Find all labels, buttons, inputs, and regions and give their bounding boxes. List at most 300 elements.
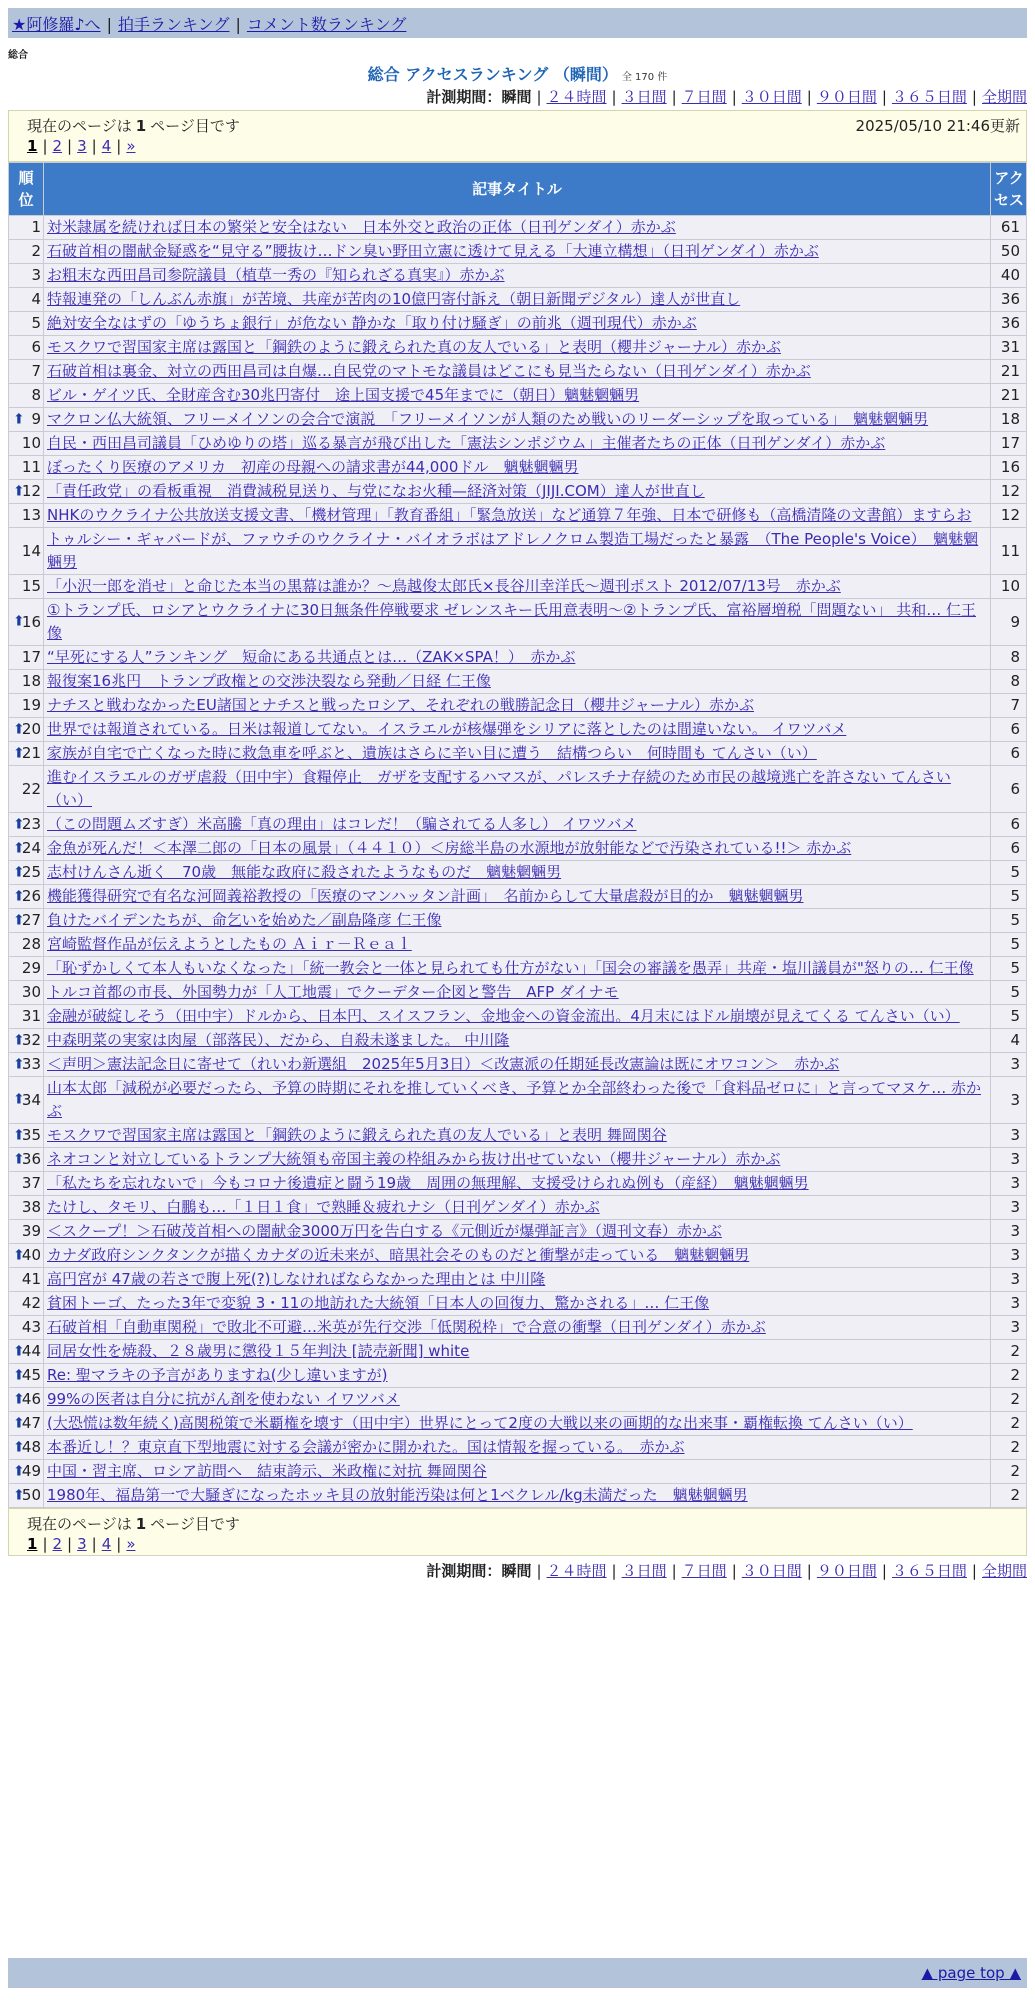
article-title-link[interactable]: お粗末な西田昌司参院議員（植草一秀の『知られざる真実』）赤かぶ <box>47 266 505 284</box>
table-row <box>9 1436 1027 1460</box>
rank-cell <box>9 1340 44 1364</box>
rank-number: 5 <box>31 314 41 332</box>
pager-page-link[interactable]: 4 <box>101 1535 112 1553</box>
access-count: 8 <box>991 670 1027 694</box>
table-row <box>9 1244 1027 1268</box>
rank-number: 33 <box>21 1055 41 1073</box>
article-title-link[interactable]: 宮崎監督作品が伝えようとしたもの Ａｉｒ－Ｒｅａｌ <box>47 935 412 953</box>
pager-page-link[interactable]: 3 <box>77 1535 87 1553</box>
article-title-link[interactable]: 家族が自宅で亡くなった時に救急車を呼ぶと、遺族はさらに辛い目に遭う 結構つらい 何時間も てんさい（い） <box>47 744 817 762</box>
pager-next-link[interactable]: » <box>126 1535 136 1553</box>
rank-cell <box>9 1077 44 1124</box>
article-title-link[interactable]: 1980年、福島第一で大騒ぎになったホッキ貝の放射能汚染は何と1ベクレル/kg未満だった 魑魅魍魎男 <box>47 1486 748 1504</box>
title-cell <box>44 742 991 766</box>
table-row <box>9 766 1027 813</box>
title-cell <box>44 933 991 957</box>
rank-cell <box>9 670 44 694</box>
table-row <box>9 1077 1027 1124</box>
rank-up-arrow-icon: ⬆ <box>13 721 25 737</box>
rank-number: 35 <box>21 1126 41 1144</box>
rank-number: 20 <box>21 720 41 738</box>
table-row <box>9 861 1027 885</box>
title-cell <box>44 1484 991 1508</box>
pager-page-link[interactable]: 2 <box>52 137 63 155</box>
ranking-table <box>8 162 1027 1508</box>
article-title-link[interactable]: 同居女性を焼殺、２８歳男に懲役１５年判決 [読売新聞] white <box>47 1342 470 1360</box>
rank-number: 37 <box>21 1174 41 1192</box>
period-selector-bottom <box>426 1560 1027 1581</box>
period-option-link[interactable]: ２４時間 <box>546 88 607 106</box>
title-cell <box>44 1053 991 1077</box>
access-count: 61 <box>991 216 1027 240</box>
article-title-link[interactable]: 中国・習主席、ロシア訪問へ 結束誇示、米政権に対抗 舞岡関谷 <box>47 1462 487 1480</box>
rank-cell <box>9 216 44 240</box>
access-count: 6 <box>991 813 1027 837</box>
article-title-link[interactable]: 金魚が死んだ！＜本澤二郎の「日本の風景」（４４１０）＜房総半島の水源地が放射能などで汚染されている!!＞ 赤かぶ <box>47 839 852 857</box>
access-count: 3 <box>991 1124 1027 1148</box>
rank-number: 11 <box>21 458 41 476</box>
rank-number: 39 <box>21 1222 41 1240</box>
rank-number: 13 <box>21 506 41 524</box>
table-row <box>9 813 1027 837</box>
rank-number: 34 <box>21 1090 41 1109</box>
rank-cell <box>9 1244 44 1268</box>
access-count: 5 <box>991 957 1027 981</box>
rank-number: 21 <box>21 744 41 762</box>
period-option-link[interactable]: ３６５日間 <box>891 88 967 106</box>
article-title-link[interactable]: トゥルシー・ギャバードが、ファウチのウクライナ・バイオラボはアドレノクロム製造工場だったと暴露 （The People's Voice） 魑魅魍魎男 <box>47 530 979 571</box>
rank-cell <box>9 813 44 837</box>
title-cell <box>44 575 991 599</box>
rank-up-arrow-icon: ⬆ <box>13 1439 25 1455</box>
article-title-link[interactable]: モスクワで習国家主席は露国と「鋼鉄のように鍛えられた真の友人でいる」と表明 舞岡関谷 <box>47 1126 667 1144</box>
access-count: 6 <box>991 766 1027 813</box>
rank-cell <box>9 1316 44 1340</box>
rank-number: 28 <box>21 935 41 953</box>
table-row <box>9 837 1027 861</box>
table-row <box>9 1220 1027 1244</box>
period-option-link[interactable]: ３０日間 <box>741 1562 802 1580</box>
rank-number: 41 <box>21 1270 41 1288</box>
rank-cell <box>9 288 44 312</box>
article-title-link[interactable]: 「責任政党」の看板重視 消費減税見送り、与党になお火種—経済対策（JIJI.COM）達人が世直し <box>47 482 705 500</box>
period-label: 計測期間： <box>426 88 502 106</box>
access-count: 5 <box>991 885 1027 909</box>
pager-separator: | <box>116 1535 122 1553</box>
access-count: 3 <box>991 1172 1027 1196</box>
article-title-link[interactable]: “早死にする人”ランキング 短命にある共通点とは…（ZAK×SPA！） 赤かぶ <box>47 648 576 666</box>
table-row <box>9 504 1027 528</box>
rank-cell <box>9 1292 44 1316</box>
table-row <box>9 336 1027 360</box>
rank-cell <box>9 957 44 981</box>
rank-up-arrow-icon: ⬆ <box>13 1463 25 1479</box>
article-title-link[interactable]: 負けたバイデンたちが、命乞いを始めた／副島隆彦 仁王像 <box>47 911 442 929</box>
title-cell <box>44 957 991 981</box>
rank-up-arrow-icon: ⬆ <box>13 483 25 499</box>
access-count: 3 <box>991 1196 1027 1220</box>
access-count: 31 <box>991 336 1027 360</box>
rank-up-arrow-icon: ⬆ <box>13 1487 25 1503</box>
rank-cell <box>9 1436 44 1460</box>
access-count: 6 <box>991 718 1027 742</box>
title-cell <box>44 837 991 861</box>
period-separator: | <box>611 88 617 106</box>
period-option-current: 瞬間 <box>501 88 532 106</box>
rank-up-arrow-icon: ⬆ <box>13 1415 25 1431</box>
period-option-current: 瞬間 <box>501 1562 532 1580</box>
access-count: 3 <box>991 1316 1027 1340</box>
access-count: 6 <box>991 742 1027 766</box>
article-title-link[interactable]: 99%の医者は自分に抗がん剤を使わない イワツバメ <box>47 1390 400 1408</box>
title-cell <box>44 766 991 813</box>
table-row <box>9 1268 1027 1292</box>
rank-number: 7 <box>31 362 41 380</box>
table-row <box>9 384 1027 408</box>
article-title-link[interactable]: ＜スクープ！＞石破茂首相への闇献金3000万円を告白する《元側近が爆弾証言》（週刊文春）赤かぶ <box>47 1222 722 1240</box>
top-nav-bar <box>8 8 1027 38</box>
rank-up-arrow-icon: ⬆ <box>13 1343 25 1359</box>
access-count: 7 <box>991 694 1027 718</box>
period-option-link[interactable]: 全期間 <box>981 88 1027 106</box>
rank-up-arrow-icon: ⬆ <box>13 1127 25 1143</box>
rank-cell <box>9 1460 44 1484</box>
rank-number: 47 <box>21 1414 41 1432</box>
current-page-prefix: 現在のページは <box>27 1515 132 1533</box>
rank-cell <box>9 885 44 909</box>
category-label: 総合 <box>8 50 28 61</box>
access-count: 36 <box>991 312 1027 336</box>
rank-cell <box>9 1053 44 1077</box>
table-row <box>9 1124 1027 1148</box>
rank-number: 26 <box>21 887 41 905</box>
title-cell <box>44 288 991 312</box>
title-cell <box>44 1436 991 1460</box>
rank-cell <box>9 240 44 264</box>
article-title-link[interactable]: 山本太郎「減税が必要だったら、予算の時期にそれを推していくべき、予算とか全部終わった後で「食料品ゼロに」と言ってマヌケ… 赤かぶ <box>47 1079 982 1120</box>
rank-number: 17 <box>21 648 41 666</box>
article-title-link[interactable]: 高円宮が 47歳の若さで腹上死(?)しなければならなかった理由とは 中川隆 <box>47 1270 546 1288</box>
title-cell <box>44 456 991 480</box>
applause-ranking-link[interactable]: 拍手ランキング <box>117 15 230 34</box>
rank-cell <box>9 1364 44 1388</box>
article-title-link[interactable]: 自民・西田昌司議員「ひめゆりの塔」巡る暴言が飛び出した「憲法シンポジウム」主催者たちの正体（日刊ゲンダイ）赤かぶ <box>47 434 886 452</box>
rank-cell <box>9 575 44 599</box>
rank-number: 14 <box>21 541 41 560</box>
pager-bottom <box>27 1535 136 1553</box>
nav-separator: | <box>106 15 112 34</box>
paging-box-bottom <box>8 1508 1027 1556</box>
table-row <box>9 1460 1027 1484</box>
article-title-link[interactable]: 石破首相は裏金、対立の西田昌司は自爆…自民党のマトモな議員はどこにも見当たらない（日刊ゲンダイ）赤かぶ <box>47 362 811 380</box>
rank-cell <box>9 981 44 1005</box>
rank-number: 25 <box>21 863 41 881</box>
rank-number: 16 <box>21 612 41 631</box>
article-title-link[interactable]: 中森明菜の実家は肉屋（部落民）、だから、自殺未遂ました。 中川隆 <box>47 1031 510 1049</box>
period-option-link[interactable]: 全期間 <box>981 1562 1027 1580</box>
rank-cell <box>9 1029 44 1053</box>
table-row <box>9 1292 1027 1316</box>
period-option-link[interactable]: ９０日間 <box>816 88 877 106</box>
title-cell <box>44 1148 991 1172</box>
rank-cell <box>9 336 44 360</box>
table-row <box>9 288 1027 312</box>
table-row <box>9 694 1027 718</box>
rank-number: 24 <box>21 839 41 857</box>
ranking-heading <box>0 62 1035 85</box>
rank-number: 19 <box>21 696 41 714</box>
table-row <box>9 909 1027 933</box>
rank-cell <box>9 1412 44 1436</box>
article-title-link[interactable]: 「小沢一郎を消せ」と命じた本当の黒幕は誰か？～鳥越俊太郎氏×長谷川幸洋氏～週刊ポスト 2012/07/13号 赤かぶ <box>47 577 841 595</box>
rank-cell <box>9 408 44 432</box>
rank-number: 8 <box>31 386 41 404</box>
table-row <box>9 432 1027 456</box>
table-row <box>9 1053 1027 1077</box>
title-cell <box>44 432 991 456</box>
period-option-link[interactable]: ７日間 <box>681 88 727 106</box>
pager-page-link[interactable]: 2 <box>52 1535 63 1553</box>
rank-cell <box>9 766 44 813</box>
article-title-link[interactable]: たけし、タモリ、白鵬も…「１日１食」で熟睡＆疲れナシ（日刊ゲンダイ）赤かぶ <box>47 1198 600 1216</box>
table-row <box>9 1172 1027 1196</box>
rank-cell <box>9 456 44 480</box>
access-count: 2 <box>991 1484 1027 1508</box>
article-title-link[interactable]: ぼったくり医療のアメリカ 初産の母親への請求書が44,000ドル 魑魅魍魎男 <box>47 458 579 476</box>
rank-cell <box>9 384 44 408</box>
page-top-link[interactable]: ▲ page top ▲ <box>921 1964 1021 1982</box>
title-cell <box>44 861 991 885</box>
rank-number: 50 <box>21 1486 41 1504</box>
table-row <box>9 480 1027 504</box>
rank-cell <box>9 1484 44 1508</box>
pager-current-page: 1 <box>27 137 38 155</box>
page-title: 総合 アクセスランキング （瞬間） <box>367 65 618 84</box>
rank-number: 30 <box>21 983 41 1001</box>
rank-number: 31 <box>21 1007 41 1025</box>
rank-up-arrow-icon: ⬆ <box>13 1391 25 1407</box>
access-count: 3 <box>991 1292 1027 1316</box>
rank-number: 32 <box>21 1031 41 1049</box>
article-title-link[interactable]: 「私たちを忘れないで」今もコロナ後遺症と闘う19歳 周囲の無理解、支援受けられぬ例も（産経） 魑魅魍魎男 <box>47 1174 809 1192</box>
title-cell <box>44 384 991 408</box>
rank-cell <box>9 1005 44 1029</box>
article-title-link[interactable]: トルコ首都の市長、外国勢力が「人工地震」でクーデター企図と警告 AFP ダイナモ <box>47 983 619 1001</box>
table-row <box>9 885 1027 909</box>
access-count: 12 <box>991 504 1027 528</box>
article-title-link[interactable]: 石破首相「自動車関税」で敗北不可避…米英が先行交渉「低関税枠」で合意の衝撃（日刊ゲンダイ）赤かぶ <box>47 1318 766 1336</box>
title-cell <box>44 480 991 504</box>
table-row <box>9 264 1027 288</box>
access-count: 18 <box>991 408 1027 432</box>
comment-ranking-link[interactable]: コメント数ランキング <box>246 15 407 34</box>
period-separator: | <box>611 1562 617 1580</box>
title-cell <box>44 718 991 742</box>
period-option-link[interactable]: ３日間 <box>621 1562 667 1580</box>
rank-number: 10 <box>21 434 41 452</box>
title-cell <box>44 360 991 384</box>
article-title-link[interactable]: 本番近し！？東京直下型地震に対する会議が密かに開かれた。国は情報を握っている。 赤かぶ <box>47 1438 685 1456</box>
table-row <box>9 1148 1027 1172</box>
pager-separator: | <box>67 137 73 155</box>
rank-cell <box>9 312 44 336</box>
access-count: 6 <box>991 837 1027 861</box>
article-title-link[interactable]: ＜声明＞憲法記念日に寄せて（れいわ新選組 2025年5月3日）＜改憲派の任期延長改憲論は既にオワコン＞ 赤かぶ <box>47 1055 840 1073</box>
rank-number: 22 <box>21 779 41 798</box>
table-row <box>9 1340 1027 1364</box>
count-header: アクセス <box>991 163 1027 216</box>
period-option-link[interactable]: ２４時間 <box>546 1562 607 1580</box>
article-title-link[interactable]: マクロン仏大統領、フリーメイソンの会合で演説 「フリーメイソンが人類のため戦いのリーダーシップを取っている」 魑魅魍魎男 <box>47 410 929 428</box>
period-separator: | <box>806 88 812 106</box>
paging-box-top <box>8 110 1027 162</box>
article-title-link[interactable]: 対米隷属を続ければ日本の繁栄と安全はない 日本外交と政治の正体（日刊ゲンダイ）赤かぶ <box>47 218 676 236</box>
rank-number: 45 <box>21 1366 41 1384</box>
article-title-link[interactable]: （この問題ムズすぎ）米高騰「真の理由」はコレだ！（騙されてる人多し） イワツバメ <box>47 815 637 833</box>
home-link[interactable]: ★阿修羅♪へ <box>12 15 101 34</box>
table-row <box>9 742 1027 766</box>
title-cell <box>44 670 991 694</box>
rank-up-arrow-icon: ⬆ <box>13 613 25 630</box>
title-cell <box>44 599 991 646</box>
period-label: 計測期間： <box>426 1562 502 1580</box>
article-title-link[interactable]: ①トランプ氏、ロシアとウクライナに30日無条件停戦要求 ゼレンスキー氏用意表明～②トランプ氏、富裕層増税「問題ない」 共和… 仁王像 <box>47 601 977 642</box>
rank-up-arrow-icon: ⬆ <box>13 411 25 427</box>
period-separator: | <box>671 1562 677 1580</box>
period-separator: | <box>806 1562 812 1580</box>
rank-number: 4 <box>31 290 41 308</box>
article-title-link[interactable]: ネオコンと対立しているトランプ大統領も帝国主義の枠組みから抜け出せていない（櫻井ジャーナル）赤かぶ <box>47 1150 781 1168</box>
access-count: 5 <box>991 933 1027 957</box>
article-title-link[interactable]: 金融が破綻しそう（田中宇）ドルから、日本円、スイスフラン、金地金への資金流出。4月末にはドル崩壊が見えてくる てんさい（い） <box>47 1007 960 1025</box>
article-title-link[interactable]: 絶対安全なはずの「ゆうちょ銀行」が危ない 静かな「取り付け騒ぎ」の前兆（週刊現代）赤かぶ <box>47 314 697 332</box>
rank-up-arrow-icon: ⬆ <box>13 1367 25 1383</box>
period-separator: | <box>881 88 887 106</box>
table-row <box>9 528 1027 575</box>
access-count: 40 <box>991 264 1027 288</box>
access-count: 3 <box>991 1077 1027 1124</box>
title-cell <box>44 1340 991 1364</box>
current-page-prefix: 現在のページは <box>27 117 132 135</box>
rank-header: 順位 <box>9 163 44 216</box>
pager-separator: | <box>116 137 122 155</box>
rank-up-arrow-icon: ⬆ <box>13 840 25 856</box>
table-row <box>9 646 1027 670</box>
article-title-link[interactable]: 「恥ずかしくて本人もいなくなった」「統一教会と一体と見られても仕方がない」「国会の審議を愚弄」共産・塩川議員が"怒りの… 仁王像 <box>47 959 974 977</box>
table-row <box>9 1484 1027 1508</box>
rank-up-arrow-icon: ⬆ <box>13 1091 25 1108</box>
title-cell <box>44 1460 991 1484</box>
access-count: 5 <box>991 909 1027 933</box>
rank-up-arrow-icon: ⬆ <box>13 888 25 904</box>
access-count: 50 <box>991 240 1027 264</box>
rank-number: 6 <box>31 338 41 356</box>
rank-number: 23 <box>21 815 41 833</box>
article-title-link[interactable]: 報復案16兆円 トランプ政権との交渉決裂なら発動／日経 仁王像 <box>47 672 491 690</box>
pager-page-link[interactable]: 4 <box>101 137 112 155</box>
access-count: 5 <box>991 861 1027 885</box>
article-title-link[interactable]: 石破首相の闇献金疑惑を“見守る”腰抜け…ドン臭い野田立憲に透けて見える「大連立構想」（日刊ゲンダイ）赤かぶ <box>47 242 819 260</box>
rank-cell <box>9 528 44 575</box>
table-row <box>9 1364 1027 1388</box>
article-title-link[interactable]: NHKのウクライナ公共放送支援文書、「機材管理」「教育番組」「緊急放送」など通算７年強、日本で研修も（高橋清隆の文書館）ますらお <box>47 506 972 524</box>
table-row <box>9 1388 1027 1412</box>
table-row <box>9 599 1027 646</box>
current-page-text-bottom <box>27 1513 240 1534</box>
article-title-link[interactable]: ビル・ゲイツ氏、全財産含む30兆円寄付 途上国支援で45年までに（朝日）魑魅魍魎男 <box>47 386 640 404</box>
table-row <box>9 1005 1027 1029</box>
article-title-link[interactable]: 志村けんさん逝く 70歳 無能な政府に殺されたようなものだ 魑魅魍魎男 <box>47 863 562 881</box>
current-page-number: 1 <box>135 1515 147 1533</box>
article-title-link[interactable]: 進むイスラエルのガザ虐殺（田中宇）食糧停止 ガザを支配するハマスが、パレスチナ存続のため市民の越境逃亡を許さない てんさい（い） <box>47 768 951 809</box>
article-title-link[interactable]: カナダ政府シンクタンクが描くカナダの近未来が、暗黒社会そのものだと衝撃が走っている 魑魅魍魎男 <box>47 1246 750 1264</box>
article-title-link[interactable]: 貧困トーゴ、たった3年で変貌 3・11の地訪れた大統領「日本人の回復力、驚かされる」… 仁王像 <box>47 1294 710 1312</box>
title-cell <box>44 528 991 575</box>
article-title-link[interactable]: 機能獲得研究で有名な河岡義裕教授の「医療のマンハッタン計画」 名前からして大量虐殺が目的か 魑魅魍魎男 <box>47 887 804 905</box>
period-selector-top <box>426 86 1027 107</box>
period-separator: | <box>731 1562 737 1580</box>
rank-up-arrow-icon: ⬆ <box>13 745 25 761</box>
rank-cell <box>9 1388 44 1412</box>
rank-cell <box>9 1268 44 1292</box>
article-title-link[interactable]: ナチスと戦わなかったEU諸国とナチスと戦ったロシア、それぞれの戦勝記念日（櫻井ジャーナル）赤かぶ <box>47 696 755 714</box>
table-row <box>9 933 1027 957</box>
title-cell <box>44 1124 991 1148</box>
rank-number: 49 <box>21 1462 41 1480</box>
rank-number: 1 <box>31 218 41 236</box>
period-option-link[interactable]: ３日間 <box>621 88 667 106</box>
rank-cell <box>9 646 44 670</box>
article-title-link[interactable]: Re: 聖マラキの予言がありますね(少し違いますが) <box>47 1366 388 1384</box>
table-row <box>9 240 1027 264</box>
rank-cell <box>9 837 44 861</box>
current-page-text <box>27 115 240 136</box>
article-title-link[interactable]: モスクワで習国家主席は露国と「鋼鉄のように鍛えられた真の友人でいる」と表明（櫻井ジャーナル）赤かぶ <box>47 338 781 356</box>
access-count: 2 <box>991 1388 1027 1412</box>
rank-cell <box>9 480 44 504</box>
access-count: 8 <box>991 646 1027 670</box>
rank-up-arrow-icon: ⬆ <box>13 1056 25 1072</box>
pager-page-link[interactable]: 3 <box>77 137 87 155</box>
article-title-link[interactable]: (大恐慌は数年続く)高関税策で米覇権を壊す（田中宇）世界にとって2度の大戦以来の画期的な出来事・覇権転換 てんさい（い） <box>47 1414 913 1432</box>
pager-next-link[interactable]: » <box>126 137 136 155</box>
pager-separator: | <box>91 137 97 155</box>
title-cell <box>44 646 991 670</box>
rank-cell <box>9 1124 44 1148</box>
table-row <box>9 312 1027 336</box>
period-option-link[interactable]: ７日間 <box>681 1562 727 1580</box>
rank-cell <box>9 718 44 742</box>
rank-up-arrow-icon: ⬆ <box>13 1032 25 1048</box>
table-row <box>9 456 1027 480</box>
access-count: 3 <box>991 1244 1027 1268</box>
rank-cell <box>9 861 44 885</box>
article-title-link[interactable]: 世界では報道されている。日米は報道してない。イスラエルが核爆弾をシリアに落としたのは間違いない。 イワツバメ <box>47 720 847 738</box>
table-row <box>9 408 1027 432</box>
period-option-link[interactable]: ９０日間 <box>816 1562 877 1580</box>
rank-up-arrow-icon: ⬆ <box>13 864 25 880</box>
pager-current-page: 1 <box>27 1535 38 1553</box>
pager-separator: | <box>67 1535 73 1553</box>
article-title-link[interactable]: 特報連発の「しんぶん赤旗」が苦境、共産が苦肉の10億円寄付訴え（朝日新聞デジタル）達人が世直し <box>47 290 741 308</box>
period-option-link[interactable]: ３６５日間 <box>891 1562 967 1580</box>
rank-up-arrow-icon: ⬆ <box>13 1247 25 1263</box>
period-option-link[interactable]: ３０日間 <box>741 88 802 106</box>
title-cell <box>44 1220 991 1244</box>
title-cell <box>44 1388 991 1412</box>
current-page-suffix: ページ目です <box>150 1515 240 1533</box>
rank-cell <box>9 1220 44 1244</box>
